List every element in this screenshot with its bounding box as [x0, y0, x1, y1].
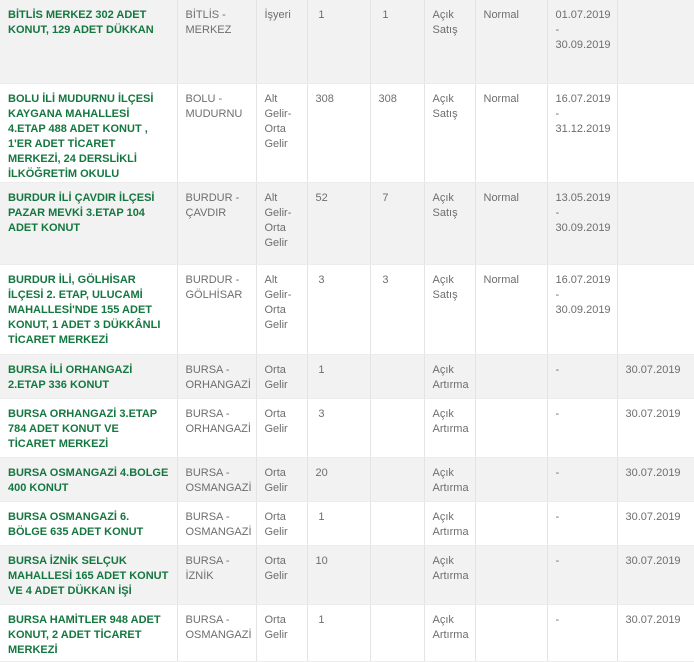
table-row[interactable] — [0, 398, 694, 457]
date-sep: - — [555, 288, 560, 301]
date-start: 16.07.2019 — [555, 273, 611, 286]
status-cell — [475, 457, 547, 501]
project-name-link[interactable]: BURDUR İLİ ÇAVDIR İLÇESİ PAZAR MEVKİ 3.ETAP 104 ADET KONUT — [0, 182, 177, 264]
project-name-link[interactable]: BURSA OSMANGAZİ 6. BÖLGE 635 ADET KONUT — [0, 501, 177, 545]
income-group-cell: Orta Gelir — [256, 354, 307, 398]
project-name-link[interactable]: BURDUR İLİ, GÖLHİSAR İLÇESİ 2. ETAP, ULUCAMİ MAHALLESİ'NDE 155 ADET KONUT, 1 ADET 3 DÜKKÂNLI TİCARET MERKEZİ — [0, 264, 177, 354]
date-range-cell — [547, 83, 617, 182]
remaining-count-cell — [370, 545, 424, 604]
project-name-link[interactable]: BURSA İZNİK SELÇUK MAHALLESİ 165 ADET KONUT VE 4 ADET DÜKKAN İŞİ — [0, 545, 177, 604]
status-cell — [475, 604, 547, 661]
location-cell: BURSA - ORHANGAZİ — [177, 398, 256, 457]
unit-count-cell: 3 — [307, 398, 370, 457]
project-name-link[interactable]: BOLU İLİ MUDURNU İLÇESİ KAYGANA MAHALLESİ 4.ETAP 488 ADET KONUT , 1'ER ADET TİCARET MERKEZİ, 24 DERSLİKLİ İLKÖĞRETİM OKULU — [0, 83, 177, 182]
location-cell: BOLU - MUDURNU — [177, 83, 256, 182]
status-cell — [475, 545, 547, 604]
last-date-cell: 30.07.2019 — [617, 604, 694, 661]
sale-type-cell: Açık Artırma — [424, 354, 475, 398]
income-group-cell: Orta Gelir — [256, 545, 307, 604]
date-range-cell — [547, 457, 617, 501]
remaining-count-cell — [370, 604, 424, 661]
table-row[interactable] — [0, 182, 694, 264]
sale-type-cell: Açık Satış — [424, 83, 475, 182]
date-end: 31.12.2019 — [555, 122, 611, 135]
sale-type-cell: Açık Artırma — [424, 457, 475, 501]
remaining-count-cell: 308 — [370, 83, 424, 182]
last-date-cell: 30.07.2019 — [617, 354, 694, 398]
remaining-count-cell — [370, 354, 424, 398]
status-cell: Normal — [475, 0, 547, 83]
date-end: 30.09.2019 — [555, 39, 611, 51]
sale-type-cell: Açık Artırma — [424, 398, 475, 457]
sale-type-cell: Açık Artırma — [424, 501, 475, 545]
location-cell: BURSA - OSMANGAZİ — [177, 457, 256, 501]
sale-type-cell: Açık Satış — [424, 0, 475, 83]
status-cell — [475, 354, 547, 398]
table-row[interactable] — [0, 604, 694, 661]
table-row[interactable] — [0, 457, 694, 501]
project-name-link[interactable]: BURSA OSMANGAZİ 4.BOLGE 400 KONUT — [0, 457, 177, 501]
sale-type-cell: Açık Satış — [424, 264, 475, 354]
income-group-cell: Orta Gelir — [256, 398, 307, 457]
last-date-cell — [617, 0, 694, 83]
status-cell — [475, 501, 547, 545]
date-range-cell — [547, 501, 617, 545]
date-sep: - — [555, 613, 560, 626]
unit-count-cell: 20 — [307, 457, 370, 501]
income-group-cell: Alt Gelir-Orta Gelir — [256, 83, 307, 182]
table-row[interactable] — [0, 501, 694, 545]
table-row[interactable] — [0, 354, 694, 398]
last-date-cell: 30.07.2019 — [617, 457, 694, 501]
status-cell: Normal — [475, 264, 547, 354]
unit-count-cell: 3 — [307, 264, 370, 354]
location-cell: BURSA - OSMANGAZİ — [177, 604, 256, 661]
project-name-link[interactable]: BURSA HAMİTLER 948 ADET KONUT, 2 ADET TİCARET MERKEZİ — [0, 604, 177, 661]
remaining-count-cell — [370, 501, 424, 545]
date-start: 13.05.2019 — [555, 191, 611, 204]
date-range-cell — [547, 354, 617, 398]
project-name-link[interactable]: BURSA İLİ ORHANGAZİ 2.ETAP 336 KONUT — [0, 354, 177, 398]
table-row[interactable] — [0, 83, 694, 182]
location-cell: BURSA - İZNİK — [177, 545, 256, 604]
date-range-cell — [547, 545, 617, 604]
table-row[interactable] — [0, 0, 694, 83]
project-name-link[interactable]: BİTLİS MERKEZ 302 ADET KONUT, 129 ADET DÜKKAN — [0, 0, 177, 83]
date-range-cell — [547, 398, 617, 457]
income-group-cell: Alt Gelir-Orta Gelir — [256, 182, 307, 264]
income-group-cell: Orta Gelir — [256, 501, 307, 545]
income-group-cell: Orta Gelir — [256, 457, 307, 501]
location-cell: BURDUR - ÇAVDIR — [177, 182, 256, 264]
sale-type-cell: Açık Satış — [424, 182, 475, 264]
date-sep: - — [555, 407, 560, 420]
unit-count-cell: 1 — [307, 354, 370, 398]
date-sep: - — [555, 206, 560, 219]
table-row[interactable] — [0, 545, 694, 604]
date-sep: - — [555, 24, 560, 36]
last-date-cell — [617, 182, 694, 264]
remaining-count-cell: 1 — [370, 0, 424, 83]
last-date-cell: 30.07.2019 — [617, 398, 694, 457]
date-end: 30.09.2019 — [555, 221, 611, 234]
unit-count-cell: 1 — [307, 501, 370, 545]
date-sep: - — [555, 554, 560, 567]
remaining-count-cell — [370, 398, 424, 457]
status-cell: Normal — [475, 182, 547, 264]
location-cell: BURSA - OSMANGAZİ — [177, 501, 256, 545]
last-date-cell — [617, 83, 694, 182]
status-cell — [475, 398, 547, 457]
unit-count-cell: 52 — [307, 182, 370, 264]
unit-count-cell: 1 — [307, 0, 370, 83]
income-group-cell: Orta Gelir — [256, 604, 307, 661]
last-date-cell: 30.07.2019 — [617, 501, 694, 545]
location-cell: BURDUR - GÖLHİSAR — [177, 264, 256, 354]
date-sep: - — [555, 363, 560, 376]
remaining-count-cell: 3 — [370, 264, 424, 354]
status-cell: Normal — [475, 83, 547, 182]
last-date-cell — [617, 264, 694, 354]
date-sep: - — [555, 107, 560, 120]
location-cell: BURSA - ORHANGAZİ — [177, 354, 256, 398]
date-range-cell — [547, 264, 617, 354]
date-end: 30.09.2019 — [555, 303, 611, 316]
last-date-cell: 30.07.2019 — [617, 545, 694, 604]
sale-type-cell: Açık Artırma — [424, 604, 475, 661]
remaining-count-cell — [370, 457, 424, 501]
location-cell: BİTLİS - MERKEZ — [177, 0, 256, 83]
unit-count-cell: 308 — [307, 83, 370, 182]
date-start: 16.07.2019 — [555, 92, 611, 105]
income-group-cell: Alt Gelir-Orta Gelir — [256, 264, 307, 354]
date-range-cell — [547, 182, 617, 264]
date-range-cell — [547, 0, 617, 83]
date-range-cell — [547, 604, 617, 661]
project-name-link[interactable]: BURSA ORHANGAZİ 3.ETAP 784 ADET KONUT VE TİCARET MERKEZİ — [0, 398, 177, 457]
date-start: 01.07.2019 — [555, 9, 611, 21]
income-group-cell: İşyeri — [256, 0, 307, 83]
table-row[interactable] — [0, 264, 694, 354]
date-sep: - — [555, 510, 560, 523]
remaining-count-cell: 7 — [370, 182, 424, 264]
unit-count-cell: 10 — [307, 545, 370, 604]
sale-type-cell: Açık Artırma — [424, 545, 475, 604]
date-sep: - — [555, 466, 560, 479]
unit-count-cell: 1 — [307, 604, 370, 661]
